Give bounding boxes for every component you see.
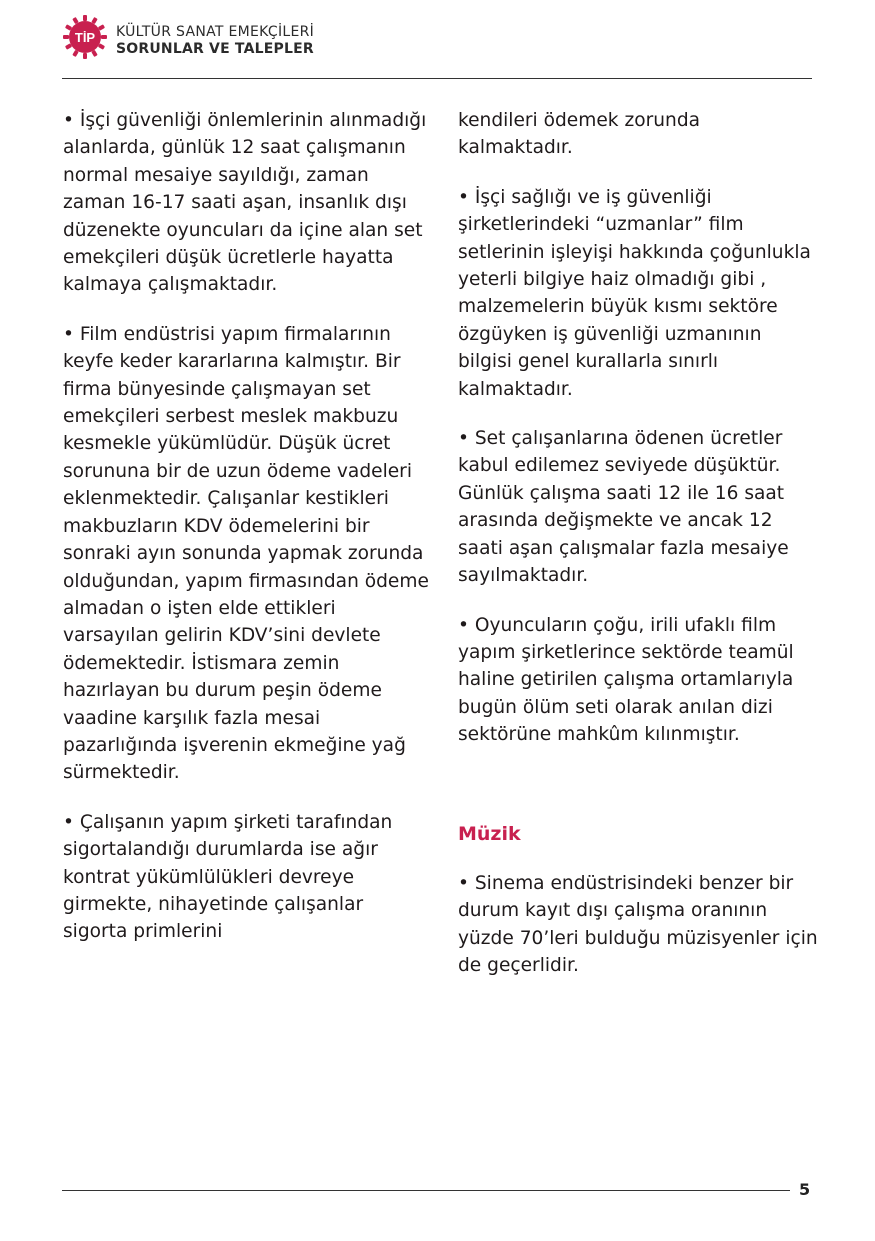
left-column [63,107,433,968]
header-title [116,24,314,58]
paragraph: • Film endüstrisi yapım firmalarının keyfe keder kararlarına kalmıştır. Bir firma bünyesinde çalışmayan set emekçileri serbest meslek makbuzu kesmekle yükümlüdür. Düşük ücret sorununa bir de uzun ödeme vadeleri eklenmektedir. Çalışanlar kestikleri makbuzların KDV ödemelerini bir sonraki ayın sonunda yapmak zorunda olduğundan, yapım firmasından ödeme almadan o işten elde ettikleri varsayılan gelirin KDV’sini devlete ödemektedir. İstismara zemin hazırlayan bu durum peşin ödeme vaadine karşılık fazla mesai pazarlığında işverenin ekmeğine yağ sürmektedir. [63,323,429,784]
header-logo [62,14,108,60]
paragraph: • İşçi sağlığı ve iş güvenliği şirketlerindeki “uzmanlar” film setlerinin işleyişi hakkında çoğunlukla yeterli bilgiye haiz olmadığı gibi , malzemelerin büyük kısmı sektöre özgüyken iş güvenliği uzmanının bilgisi genel kurallarla sınırlı kalmaktadır. [458,186,811,400]
paragraph: • Set çalışanlarına ödenen ücretler kabul edilemez seviyede düşüktür. Günlük çalışma saati 12 ile 16 saat arasında değişmekte ve ancak 12 saati aşan çalışmalar fazla mesaiye sayılmaktadır. [458,428,789,587]
paragraph: • Çalışanın yapım şirketi tarafından sigortalandığı durumlarda ise ağır kontrat yükümlülükleri devreye girmekte, nihayetinde çalışanlar sigorta primlerini [63,811,393,943]
right-column [458,107,818,1002]
paragraph: • Oyuncuların çoğu, irili ufaklı film yapım şirketlerince sektörde teamül haline getirilen çalışma ortamlarıyla bugün ölüm seti olarak anılan dizi sektörüne mahkûm kılınmıştır. [458,614,794,746]
paragraph: kendileri ödemek zorunda kalmaktadır. [458,110,701,159]
paragraph: • Sinema endüstrisindeki benzer bir durum kayıt dışı çalışma oranının yüzde 70’leri bulduğu müzisyenler için de geçerlidir. [458,872,818,977]
logo-text: TİP [74,30,96,45]
header-title-line1: KÜLTÜR SANAT EMEKÇİLERİ [116,24,315,40]
header-title-line2: SORUNLAR VE TALEPLER [116,41,314,57]
section-heading-muzik: Müzik [458,822,521,845]
paragraph: • İşçi güvenliği önlemlerinin alınmadığı alanlarda, günlük 12 saat çalışmanın normal mesaiye sayıldığı, zaman zaman 16-17 saati aşan, insanlık dışı düzenekte oyuncuları da içine alan set emekçileri düşük ücretlerle hayatta kalmaya çalışmaktadır. [63,110,427,296]
header-divider [62,78,812,79]
page-number: 5 [799,1180,811,1199]
footer-divider [62,1190,790,1191]
